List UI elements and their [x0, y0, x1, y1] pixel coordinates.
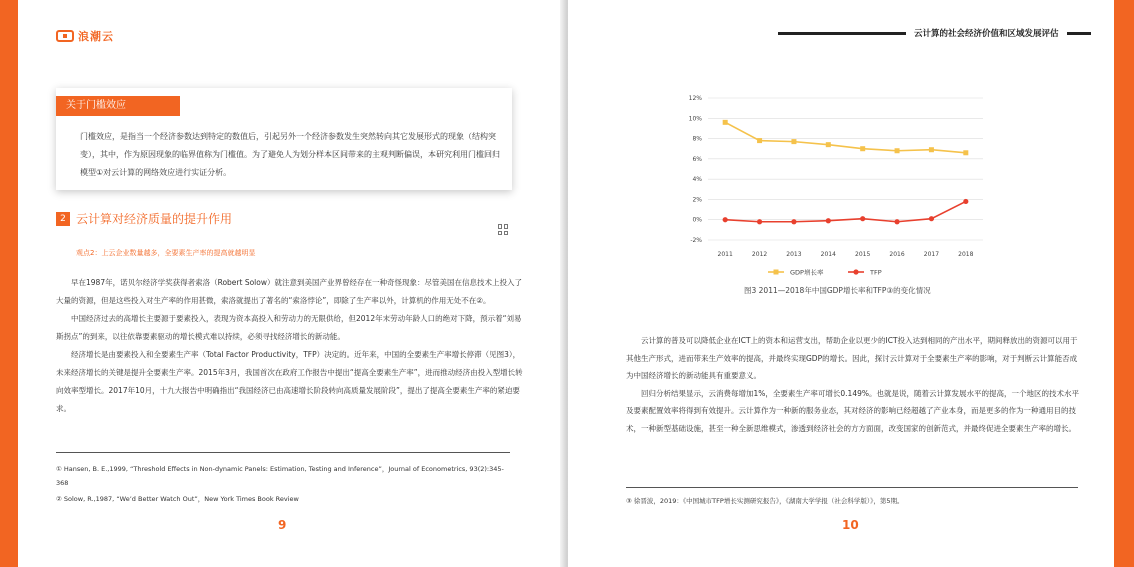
data-point-tfp	[894, 219, 899, 224]
header-rule-end	[1067, 32, 1091, 35]
concept-box	[56, 88, 512, 190]
data-point-tfp	[963, 199, 968, 204]
x-tick-label: 2013	[786, 251, 802, 258]
paragraph: 中国经济过去的高增长主要源于要素投入，表现为资本高投入和劳动力的无限供给，但2012年末劳动年龄人口的绝对下降，预示着“刘易斯拐点”的到来，以往依靠要素驱动的增长模式难以持续，必须寻找经济增长的新动能。	[56, 314, 522, 341]
y-tick-label: 4%	[692, 176, 702, 184]
logo-text: 浪潮云	[78, 30, 114, 43]
concept-box-body: 门槛效应，是指当一个经济参数达到特定的数值后，引起另外一个经济参数发生突然转向其它发展形式的现象（结构突变），其中，作为原因现象的临界值称为门槛值。为了避免人为划分样本区间带来的主观判断偏误，本研究利用门槛回归模型①对云计算的网络效应进行实证分析。	[80, 132, 500, 177]
right-edge-bar	[1114, 0, 1134, 567]
paragraph: 云计算的普及可以降低企业在ICT上的资本和运营支出，帮助企业以更少的ICT投入达到相同的产出水平，期间释放出的资源可以用于其他生产形式，进而带来生产效率的提高，并最终实现GDP的增长。因此，探讨云计算对于全要素生产率的影响，对于判断云计算能否成为中国经济增长的新动能具有重要意义。	[626, 336, 1078, 380]
footnote: ② Solow, R.,1987, “We’d Better Watch Out”，New York Times Book Review	[56, 495, 299, 503]
legend-marker	[774, 270, 779, 275]
data-point-tfp	[929, 216, 934, 221]
running-header	[778, 27, 1091, 39]
y-tick-label: -2%	[690, 237, 702, 244]
header-rule	[778, 32, 906, 35]
right-page	[568, 0, 1134, 567]
logo	[56, 28, 114, 44]
concept-box-title: 关于门槛效应	[56, 96, 180, 116]
y-tick-label: 0%	[692, 216, 702, 224]
y-tick-label: 12%	[688, 95, 702, 102]
section-number: 2	[56, 212, 70, 226]
y-tick-label: 10%	[688, 115, 702, 123]
data-point-tfp	[723, 217, 728, 222]
grid-icon	[498, 224, 509, 235]
paragraph: 经济增长是由要素投入和全要素生产率（Total Factor Productivity，TFP）决定的。近年来，中国的全要素生产率增长停滞（见图3），未来经济增长的关键是提升全要素生产率。2015年3月，我国首次在政府工作报告中提出“提高全要素生产率”，进而推动经济由投入型增长转向效率型增长。2017年10月，十九大报告中明确指出“我国经济已由高速增长阶段转向高质量发展阶段”，提出了提高全要素生产率的紧迫要求。	[56, 350, 523, 413]
chart-caption: 图3 2011—2018年中国GDP增长率和TFP③的变化情况	[744, 286, 931, 295]
right-footnote: ③ 徐晋波，2019：《中国城市TFP增长实测研究报告》，《湖南大学学报（社会科学版）》，第5期。	[626, 497, 904, 505]
data-point-gdp	[963, 150, 968, 155]
data-point-gdp	[826, 142, 831, 147]
data-point-tfp	[860, 216, 865, 221]
header-title: 云计算的社会经济价值和区域发展评估	[914, 29, 1059, 39]
left-edge-bar	[0, 0, 18, 567]
left-body-text	[56, 274, 524, 418]
data-point-tfp	[826, 218, 831, 223]
section-heading	[56, 210, 232, 227]
page-number-left: 9	[278, 518, 287, 532]
section-title: 云计算对经济质量的提升作用	[76, 212, 233, 226]
footnote: ① Hansen, B. E.,1999, “Threshold Effects in Non-dynamic Panels: Estimation, Testing and Inference”，Journal of Econometrics, 93(2):345-368	[56, 465, 504, 487]
data-point-gdp	[757, 138, 762, 143]
legend-label: TFP	[870, 268, 882, 277]
x-tick-label: 2012	[751, 251, 768, 258]
paragraph: 早在1987年，诺贝尔经济学奖获得者索洛（Robert Solow）就注意到美国产业界曾经存在一种奇怪现象：尽管美国在信息技术上投入了大量的资源，但是这些投入对生产率的作用甚微，索洛就提出了著名的“索洛悖论”，即除了生产率以外，计算机的作用无处不在②。	[56, 278, 522, 305]
viewpoint-label: 观点2：上云企业数量越多，全要素生产率的提高就越明显	[76, 249, 256, 257]
cloud-logo-icon	[56, 30, 74, 42]
data-point-gdp	[723, 120, 728, 125]
right-body-text	[626, 332, 1082, 437]
y-tick-label: 8%	[692, 135, 702, 143]
x-tick-label: 2018	[958, 251, 974, 258]
data-point-tfp	[791, 219, 796, 224]
left-footnotes	[56, 462, 510, 508]
footnote-divider	[56, 452, 510, 453]
data-point-gdp	[860, 146, 865, 151]
legend-marker	[853, 269, 858, 274]
gdp-tfp-chart	[678, 90, 998, 280]
y-tick-label: 6%	[692, 155, 702, 163]
x-tick-label: 2011	[717, 251, 733, 258]
x-tick-label: 2017	[923, 251, 940, 258]
data-point-gdp	[791, 139, 796, 144]
left-page	[0, 0, 566, 567]
data-point-gdp	[895, 148, 900, 153]
x-tick-label: 2016	[889, 251, 905, 258]
data-point-gdp	[929, 147, 934, 152]
page-number-right: 10	[842, 518, 859, 532]
footnote-divider	[626, 487, 1078, 488]
data-point-tfp	[757, 219, 762, 224]
x-tick-label: 2014	[820, 251, 836, 258]
x-tick-label: 2015	[855, 251, 871, 258]
legend-label: GDP增长率	[790, 268, 824, 277]
y-tick-label: 2%	[692, 196, 702, 204]
paragraph: 回归分析结果显示，云消费每增加1%，全要素生产率可增长0.149%。也就是说，随着云计算发展水平的提高，一个地区的技术水平及要素配置效率将得到有效提升。云计算作为一种新的服务业态，其对经济的影响已经超越了产业本身，而是更多的作为一种通用目的技术，一种新型基础设施，甚至一种全新思维模式，渗透到经济社会的方方面面，改变国家的创新范式，并最终促进全要素生产率的增长。	[626, 388, 1079, 433]
